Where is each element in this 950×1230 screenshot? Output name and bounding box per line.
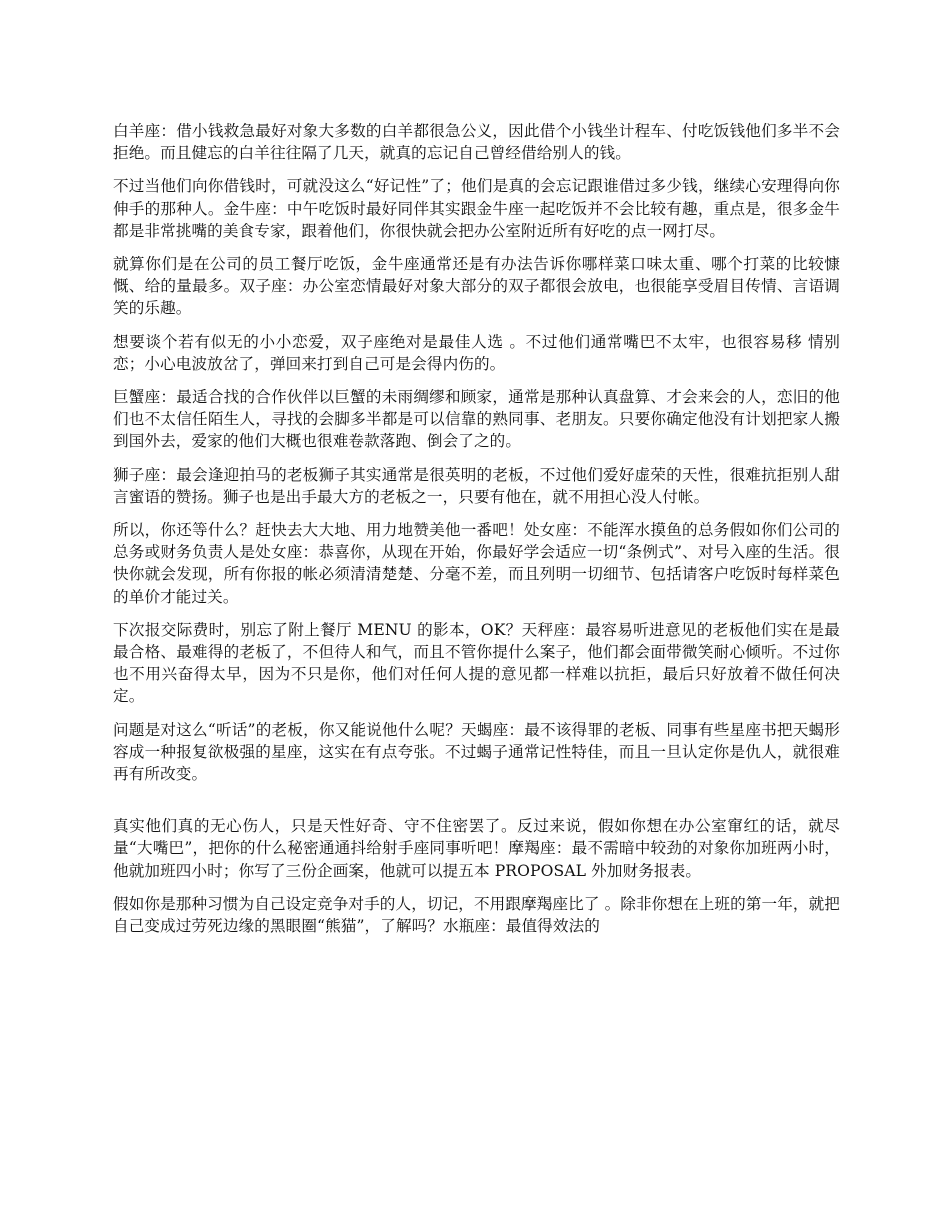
- paragraph-libra: 下次报交际费时，别忘了附上餐厅 MENU 的影本，OK？天秤座：最容易听进意见的老板他们实在是最最合格、最难得的老板了，不但待人和气，而且不管你提什么案子，他们都会面带微笑耐心倾听。不过你也不用兴奋得太早，因为不只是你，他们对任何人提的意见都一样难以抗拒，最后只好放着不做任何决定。: [113, 620, 840, 706]
- paragraph-gemini-love: 想要谈个若有似无的小小恋爱，双子座绝对是最佳人选 。不过他们通常嘴巴不太牢，也很容易移 情别恋；小心电波放岔了，弹回来打到自己可是会得内伤的。: [113, 332, 840, 373]
- paragraph-virgo: 所以，你还等什么？赶快去大大地、用力地赞美他一番吧！处女座：不能浑水摸鱼的总务假如你们公司的总务或财务负责人是处女座：恭喜你，从现在开始，你最好学会适应一切“条例式”、对号入座的生活。很快你就会发现，所有你报的帐必须清清楚楚、分毫不差，而且列明一切细节、包括请客户吃饭时每样菜色的单价才能过关。: [113, 521, 840, 606]
- paragraph-leo: 狮子座：最会逢迎拍马的老板狮子其实通常是很英明的老板，不过他们爱好虚荣的天性，很难抗拒别人甜言蜜语的赞扬。狮子也是出手最大方的老板之一，只要有他在，就不用担心没人付帐。: [113, 465, 840, 506]
- paragraph-cancer: 巨蟹座：最适合找的合作伙伴以巨蟹的未雨绸缪和顾家，通常是那种认真盘算、才会来会的人，恋旧的他们也不太信任陌生人，寻找的会脚多半都是可以信靠的熟同事、老朋友。只要你确定他没有计划把家人搬到国外去，爱家的他们大概也很难卷款落跑、倒会了之的。: [113, 388, 840, 451]
- paragraph-capricorn-aquarius: 假如你是那种习惯为自己设定竞争对手的人，切记，不用跟摩羯座比了 。除非你想在上班的第一年，就把自己变成过劳死边缘的黑眼圈“熊猫”，了解吗？水瓶座：最值得效法的: [113, 894, 840, 936]
- paragraph-sagittarius-capricorn: 真实他们真的无心伤人，只是天性好奇、守不住密罢了。反过来说，假如你想在办公室窜红的话，就尽量“大嘴巴”，把你的什么秘密通通抖给射手座同事听吧！摩羯座：最不需暗中较劲的对象你加班两小时，他就加班四小时；你写了三份企画案，他就可以提五本 PROPOSAL 外加财务报表。: [113, 817, 840, 880]
- paragraph-taurus: 不过当他们向你借钱时，可就没这么“好记性”了；他们是真的会忘记跟谁借过多少钱，继续心安理得向你伸手的那种人。金牛座：中午吃饭时最好同伴其实跟金牛座一起吃饭并不会比较有趣，重点是，很多金牛都是非常挑嘴的美食专家，跟着他们，你很快就会把办公室附近所有好吃的点一网打尽。: [113, 177, 840, 240]
- paragraph-gemini: 就算你们是在公司的员工餐厅吃饭，金牛座通常还是有办法告诉你哪样菜口味太重、哪个打菜的比较慷慨、给的量最多。双子座：办公室恋情最好对象大部分的双子都很会放电，也很能享受眉目传情、言语调笑的乐趣。: [113, 255, 840, 318]
- paragraph-scorpio: 问题是对这么“听话”的老板，你又能说他什么呢？天蝎座：最不该得罪的老板、同事有些星座书把天蝎形容成一种报复欲极强的星座，这实在有点夸张。不过蝎子通常记性特佳，而且一旦认定你是仇人，就很难再有所改变。: [113, 720, 840, 784]
- document-body: [113, 120, 840, 948]
- paragraph-aries: 白羊座：借小钱救急最好对象大多数的白羊都很急公义，因此借个小钱坐计程车、付吃饭钱他们多半不会拒绝。而且健忘的白羊往往隔了几天，就真的忘记自己曾经借给别人的钱。: [113, 122, 840, 163]
